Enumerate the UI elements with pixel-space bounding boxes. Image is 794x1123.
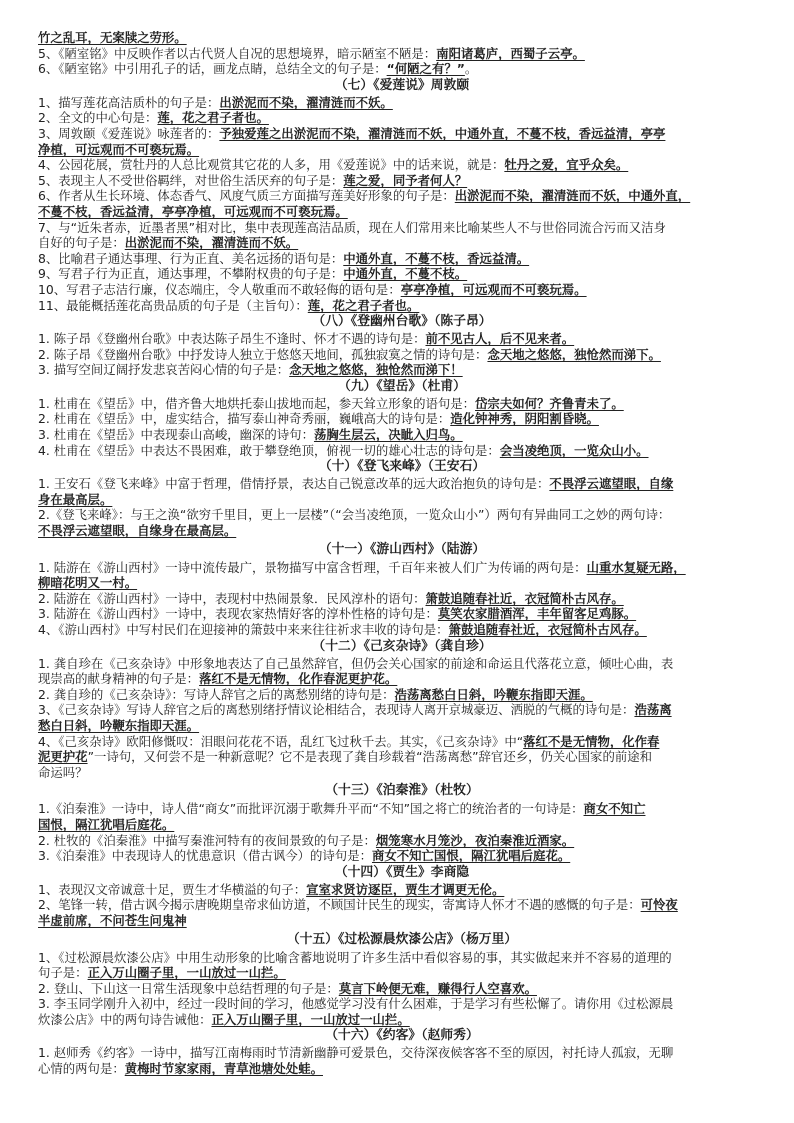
question-text: 1.《泊秦淮》一诗中，诗人借“商女”而批评沉溺于歌舞升平而“不知”国之将亡的统治者的一句诗是： xyxy=(38,801,584,817)
section-heading: （十）《登飞来峰》（王安石） xyxy=(318,459,486,475)
question-text: 7、与“近朱者赤，近墨者黑”相对比，集中表现莲高洁品质，现在人们常用来比喻某些人不与世俗同流合污而又洁身 xyxy=(38,219,666,235)
question-text: 心情的两句是： xyxy=(38,1061,125,1077)
answer-text: 商女不知亡国恨，隔江犹唱后庭花。 xyxy=(371,848,571,864)
question-text: 命运吗？ xyxy=(38,764,88,780)
text-line xyxy=(38,331,766,347)
answer-text: 不蔓不枝，香远益清，亭亭净植，可远观而不可亵玩焉。 xyxy=(38,203,348,219)
answer-text: 正入万山圈子里，一山放过一山拦。 xyxy=(87,965,286,981)
text-line xyxy=(38,492,766,508)
question-text: 1. 龚自珍在《己亥杂诗》中形象地表达了自己虽然辞官，但仍会关心国家的前途和命运且代落花立意，倾吐心曲，表 xyxy=(38,655,674,671)
answer-text: “何陋之有？” xyxy=(386,61,465,77)
answer-text: 念天地之悠悠，独怆然而涕下！ xyxy=(289,362,463,378)
question-text: 2. 陈子昂《登幽州台歌》中抒发诗人独立于悠悠天地间，孤独寂寞之情的诗句是： xyxy=(38,346,488,362)
answer-text: 莫笑农家腊酒浑，丰年留客足鸡豚。 xyxy=(437,606,637,622)
section-heading: （十六）《约客》（赵师秀） xyxy=(325,1028,479,1044)
text-line xyxy=(38,749,766,765)
text-line xyxy=(38,30,766,46)
text-line xyxy=(38,523,766,539)
answer-text: 不畏浮云遮望眼，自缘身在最高层。 xyxy=(38,523,237,539)
answer-text: 山重水复疑无路， xyxy=(586,559,686,575)
question-text: ”一诗句，又何尝不是一种新意呢？它不是表现了龚自珍载着“浩荡离愁”辞官还乡，仍关心国家的前途和 xyxy=(87,749,653,765)
section-heading: （十一）《游山西村》（陆游） xyxy=(318,541,486,557)
question-text: 5、《陋室铭》中反映作者以古代贤人自况的思想境界，暗示陋室不陋是： xyxy=(38,45,437,61)
answer-text: 落红不是无情物，化作春泥更护花。 xyxy=(199,671,398,687)
text-line xyxy=(38,362,766,378)
question-text: 3. 陆游在《游山西村》一诗中，表现农家热情好客的淳朴性格的诗句是： xyxy=(38,606,438,622)
text-line xyxy=(38,981,766,997)
text-line xyxy=(38,765,766,781)
text-line xyxy=(38,848,766,864)
text-line xyxy=(38,1045,766,1061)
text-line xyxy=(38,282,766,298)
question-text: 9、写君子行为正直，通达事理，不攀附权贵的句子是： xyxy=(38,266,344,282)
text-line xyxy=(38,427,766,443)
question-text: 2. 杜甫在《望岳》中，虚实结合，描写泰山神奇秀丽，巍峨高大的诗句是： xyxy=(38,411,451,427)
text-line xyxy=(38,671,766,687)
text-line xyxy=(38,347,766,363)
answer-text: 箫鼓追随春社近，衣冠简朴古风存。 xyxy=(425,590,624,606)
section-heading: （八）《登幽州台歌》（陈子昂） xyxy=(312,314,492,330)
question-text: 4、《己亥杂诗》欧阳修慨叹：泪眼问花花不语，乱红飞过秋千去。其实，《己亥杂诗》中“ xyxy=(38,733,524,749)
question-text: 1. 赵师秀《约客》一诗中，描写江南梅雨时节清新幽静可爱景色，交待深夜候客客不至的原因，衬托诗人孤寂，无聊 xyxy=(38,1045,674,1061)
question-text: 1、表现汉文帝诚意十足，贾生才华横溢的句子： xyxy=(38,881,307,897)
question-text: 3、《己亥杂诗》写诗人辞官之后的离愁别绪抒情议论相结合，表现诗人离开京城豪迈、洒脱的气概的诗句是： xyxy=(38,702,635,718)
question-text: 11、最能概括莲花高贵品质的句子是（主旨句）： xyxy=(38,297,308,313)
answer-text: 莲，花之君子者也。 xyxy=(307,297,420,313)
answer-text: 身在最高层。 xyxy=(38,491,113,507)
answer-text: 会当凌绝顶，一览众山小。 xyxy=(499,442,649,458)
text-line xyxy=(38,734,766,750)
text-line xyxy=(38,718,766,734)
section-heading: （十二）《己亥杂诗》（龚自珍） xyxy=(312,638,492,654)
answer-text: 出淤泥而不染，濯清涟而不妖。 xyxy=(219,94,393,110)
text-line xyxy=(38,897,766,913)
document-page xyxy=(38,30,766,1077)
text-line xyxy=(38,560,766,576)
question-text: 2. 杜牧的《泊秦淮》中描写秦淮河特有的夜间景致的句子是： xyxy=(38,832,376,848)
text-line xyxy=(38,1012,766,1028)
answer-text: 予独爱莲之出淤泥而不染，濯清涟而不妖，中通外直，不蔓不枝，香远益清，亭亭 xyxy=(219,125,666,141)
question-text: 。 xyxy=(464,61,478,77)
answer-text: 黄梅时节家家雨，青草池塘处处蛙。 xyxy=(124,1061,323,1077)
question-text: 1. 陈子昂《登幽州台歌》中表达陈子昂生不逢时、怀才不遇的诗句是： xyxy=(38,331,426,347)
text-line xyxy=(38,220,766,236)
text-line xyxy=(38,817,766,833)
text-line xyxy=(38,173,766,189)
question-text: 5、表现主人不受世俗羁绊，对世俗生活厌弃的句子是： xyxy=(38,172,344,188)
question-text: 2. 陆游在《游山西村》一诗中，表现村中热闹景象．民风淳朴的语句： xyxy=(38,590,426,606)
text-line xyxy=(38,801,766,817)
question-text: 3. 李玉同学刚升入初中，经过一段时间的学习，他感觉学习没有什么困难，于是学习有些松懈了。请你用《过松源晨 xyxy=(38,996,674,1012)
text-line xyxy=(38,235,766,251)
section-heading: （十四）《贾生》李商隐 xyxy=(334,864,470,880)
answer-text: 国恨，隔江犹唱后庭花。 xyxy=(38,816,175,832)
text-line xyxy=(38,1061,766,1077)
question-text: 4、公园花展，赏牡丹的人总比观赏其它花的人多，用《爱莲说》中的话来说，就是： xyxy=(38,157,505,173)
section-heading: （十五）《过松源晨炊漆公店》（杨万里） xyxy=(286,931,518,947)
text-line xyxy=(38,687,766,703)
text-line xyxy=(38,188,766,204)
question-text: 6、作者从生长环境、体态香气、风度气质三方面描写莲美好形象的句子是： xyxy=(38,188,455,204)
question-text: 2. 龚自珍的《己亥杂诗》：写诗人辞官之后的离愁别绪的诗句是： xyxy=(38,686,395,702)
text-line xyxy=(38,476,766,492)
text-line xyxy=(38,411,766,427)
question-text: 3. 杜甫在《望岳》中表现泰山高峻，幽深的诗句： xyxy=(38,427,314,443)
answer-text: 愁白日斜，吟鞭东指即天涯。 xyxy=(38,717,200,733)
answer-text: 正入万山圈子里，一山放过一山拦。 xyxy=(211,1011,410,1027)
question-text: 10、写君子志洁行廉，仪态端庄，令人敬重而不敢轻侮的语句是： xyxy=(38,281,401,297)
question-text: 6、《陋室铭》中引用孔子的话，画龙点睛，总结全文的句子是： xyxy=(38,61,387,77)
text-line xyxy=(38,622,766,638)
question-text: 3、周敦颐《爱莲说》咏莲者的： xyxy=(38,125,220,141)
question-text: 1. 杜甫在《望岳》中，借齐鲁大地烘托泰山拔地而起，参天耸立形象的语句是： xyxy=(38,395,476,411)
question-text: 1、描写莲花高洁质朴的句子是： xyxy=(38,94,220,110)
answer-text: 宣室求贤访逐臣，贾生才调更无伦。 xyxy=(306,881,505,897)
text-line xyxy=(38,251,766,267)
section-heading: （九）《望岳》（杜甫） xyxy=(338,378,466,394)
answer-text: 商女不知亡 xyxy=(583,801,646,817)
answer-text: 泥更护花 xyxy=(38,749,88,765)
section-heading: （七）《爱莲说》周敦颐 xyxy=(334,77,470,93)
text-line xyxy=(38,298,766,314)
text-line xyxy=(38,61,766,77)
answer-text: 造化钟神秀，阴阳割昏晓。 xyxy=(450,411,599,427)
question-text: 自好的句子是： xyxy=(38,235,125,251)
question-text: 3.《泊秦淮》中表现诗人的忧患意识（借古讽今）的诗句是： xyxy=(38,848,372,864)
text-line xyxy=(38,266,766,282)
answer-text: 牡丹之爱，宜乎众矣。 xyxy=(504,157,629,173)
text-line xyxy=(38,396,766,412)
text-line xyxy=(38,882,766,898)
question-text: 2、笔锋一转，借古讽今揭示唐晚期皇帝求仙访道，不顾国计民生的现实，寄寓诗人怀才不遇的感慨的句子是： xyxy=(38,897,641,913)
answer-text: 中通外直，不蔓不枝。 xyxy=(343,266,468,282)
text-line xyxy=(38,656,766,672)
answer-text: 柳暗花明又一村。 xyxy=(38,575,138,591)
text-line xyxy=(38,996,766,1012)
text-line xyxy=(38,606,766,622)
answer-text: 半虚前席，不问苍生问鬼神 xyxy=(38,912,187,928)
answer-text: 净植，可远观而不可亵玩焉。 xyxy=(38,141,200,157)
text-line xyxy=(38,204,766,220)
question-text: 1. 王安石《登飞来峰》中富于哲理，借情抒景，表达自己锐意改革的远大政治抱负的诗句是： xyxy=(38,476,550,492)
text-line xyxy=(38,142,766,158)
question-text: 8、比喻君子通达事理、行为正直、美名远扬的语句是： xyxy=(38,250,344,266)
answer-text: 莲，花之君子者也。 xyxy=(157,110,269,126)
answer-text: 出淤泥而不染，濯清涟而不妖。 xyxy=(124,235,299,251)
text-line xyxy=(38,965,766,981)
answer-text: 可怜夜 xyxy=(640,897,678,913)
text-line xyxy=(38,913,766,929)
question-text: 句子是： xyxy=(38,965,88,981)
answer-text: 莲之爱，同予者何人？ xyxy=(343,172,468,188)
text-line xyxy=(38,950,766,966)
answer-text: 箫鼓追随春社近，衣冠简朴古风存。 xyxy=(448,622,647,637)
text-line xyxy=(38,833,766,849)
text-line xyxy=(38,702,766,718)
question-text: 4. 杜甫在《望岳》中表达不畏困难，敢于攀登绝顶，俯视一切的雄心壮志的诗句是： xyxy=(38,442,500,458)
answer-text: 念天地之悠悠，独怆然而涕下。 xyxy=(487,346,661,362)
answer-text: 竹之乱耳，无案牍之劳形。 xyxy=(38,30,187,45)
text-line xyxy=(38,157,766,173)
answer-text: 落红不是无情物，化作春 xyxy=(523,733,660,749)
question-text: 2、全文的中心句是： xyxy=(38,110,158,126)
text-line xyxy=(38,110,766,126)
text-line xyxy=(38,591,766,607)
question-text: 3. 描写空间辽阔抒发悲哀苦闷心情的句子是： xyxy=(38,362,290,378)
text-line xyxy=(38,575,766,591)
question-text: 1. 陆游在《游山西村》一诗中流传最广，景物描写中富含哲理，千百年来被人们广为传诵的两句是： xyxy=(38,559,587,575)
answer-text: 烟笼寒水月笼沙，夜泊秦淮近酒家。 xyxy=(375,832,575,848)
answer-text: 莫言下岭便无难，赚得行人空喜欢。 xyxy=(338,980,537,996)
answer-text: 岱宗夫如何？齐鲁青未了。 xyxy=(475,395,624,411)
question-text: 1、《过松源晨炊漆公店》中用生动形象的比喻含蓄地说明了许多生活中看似容易的事，其实做起来并不容易的道理的 xyxy=(38,949,672,965)
text-line xyxy=(38,95,766,111)
section-heading: （十三）《泊秦淮》（杜牧） xyxy=(325,783,479,799)
answer-text: 出淤泥而不染，濯清涟而不妖，中通外直， xyxy=(454,188,691,204)
text-line xyxy=(38,46,766,62)
answer-text: 浩荡离愁白日斜，吟鞭东指即天涯。 xyxy=(394,686,593,702)
answer-text: 不畏浮云遮望眼，自缘 xyxy=(549,476,674,492)
answer-text: 南阳诸葛庐，西蜀子云亭。 xyxy=(436,45,585,61)
text-line xyxy=(38,126,766,142)
answer-text: 浩荡离 xyxy=(634,702,672,718)
question-text: 2.《登飞来峰》：与王之涣“欲穷千里目，更上一层楼”（“会当凌绝顶，一览众山小”）两句有异曲同工之妙的两句诗： xyxy=(38,507,671,523)
answer-text: 前不见古人，后不见来者。 xyxy=(425,331,575,347)
answer-text: 中通外直，不蔓不枝，香远益清。 xyxy=(343,250,530,266)
question-text: 4、《游山西村》中写村民们在迎接神的箫鼓中来来往往祈求丰收的诗句是： xyxy=(38,622,449,637)
answer-text: 荡胸生层云，决眦入归鸟。 xyxy=(313,427,463,443)
answer-text: 亭亭净植，可远观而不可亵玩焉。 xyxy=(400,281,587,297)
text-line xyxy=(38,507,766,523)
question-text: 2. 登山、下山这一日常生活现象中总结哲理的句子是： xyxy=(38,980,339,996)
question-text: 炊漆公店》中的两句诗告诫他： xyxy=(38,1011,212,1027)
text-line xyxy=(38,443,766,459)
question-text: 现崇高的献身精神的句子是： xyxy=(38,671,200,687)
